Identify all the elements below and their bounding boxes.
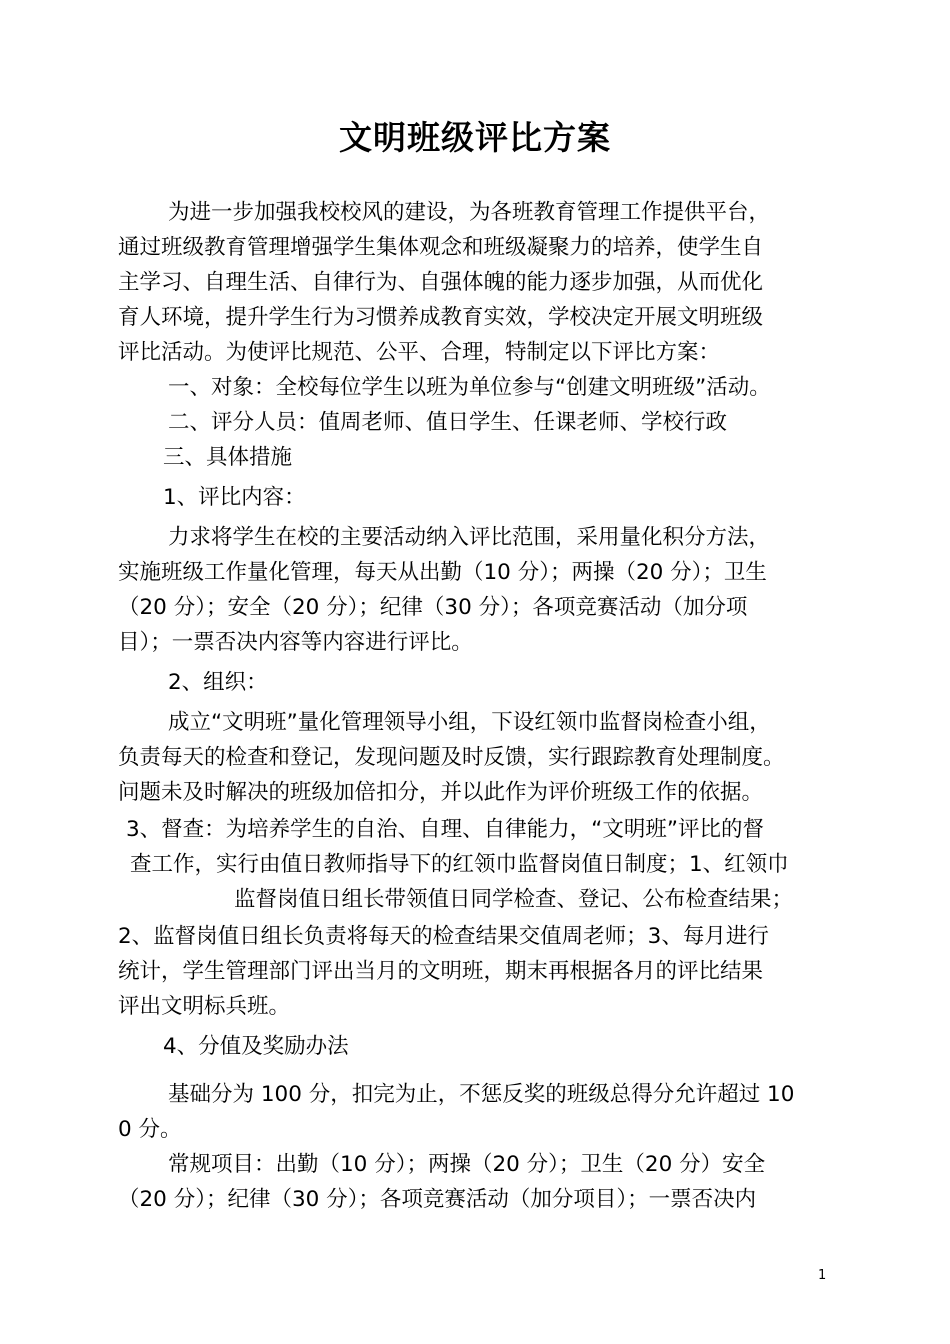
- text-line: 3、督查：为培养学生的自治、自理、自律能力，“文明班”评比的督: [126, 817, 764, 842]
- text-line: 监督岗值日组长带领值日同学检查、登记、公布检查结果；: [234, 887, 794, 912]
- text-line: 基础分为 100 分，扣完为止，不惩反奖的班级总得分允许超过 10: [168, 1082, 795, 1107]
- text-line: 成立“文明班”量化管理领导小组，下设红领巾监督岗检查小组，: [168, 710, 771, 735]
- text-line: 0 分。: [118, 1117, 182, 1142]
- text-line: 4、分值及奖励办法: [163, 1034, 349, 1059]
- text-line: 三、具体措施: [163, 445, 293, 470]
- text-line: 实施班级工作量化管理，每天从出勤（10 分）；两操（20 分）；卫生: [118, 560, 767, 585]
- text-line: 为进一步加强我校校风的建设，为各班教育管理工作提供平台，: [168, 200, 771, 225]
- text-line: 2、监督岗值日组长负责将每天的检查结果交值周老师；3、每月进行: [118, 924, 769, 949]
- text-line: 评比活动。为使评比规范、公平、合理，特制定以下评比方案：: [118, 340, 721, 365]
- text-line: 评出文明标兵班。: [118, 994, 291, 1019]
- text-line: 常规项目：出勤（10 分）；两操（20 分）；卫生（20 分）安全: [168, 1152, 766, 1177]
- text-line: （20 分）；安全（20 分）；纪律（30 分）；各项竞赛活动（加分项: [118, 595, 748, 620]
- text-line: 目）；一票否决内容等内容进行评比。: [118, 630, 473, 655]
- text-line: （20 分）；纪律（30 分）；各项竞赛活动（加分项目）；一票否决内: [118, 1187, 757, 1212]
- text-line: 通过班级教育管理增强学生集体观念和班级凝聚力的培养，使学生自: [118, 235, 764, 260]
- text-line: 二、评分人员：值周老师、值日学生、任课老师、学校行政: [168, 410, 728, 435]
- document-title: 文明班级评比方案: [339, 118, 611, 157]
- text-line: 问题未及时解决的班级加倍扣分，并以此作为评价班级工作的依据。: [118, 780, 764, 805]
- page-number: 1: [818, 1268, 827, 1283]
- text-line: 负责每天的检查和登记，发现问题及时反馈，实行跟踪教育处理制度。: [118, 745, 785, 770]
- text-line: 统计，学生管理部门评出当月的文明班，期末再根据各月的评比结果: [118, 959, 764, 984]
- text-line: 查工作，实行由值日教师指导下的红领巾监督岗值日制度；1、红领巾: [130, 852, 789, 877]
- text-line: 育人环境，提升学生行为习惯养成教育实效，学校决定开展文明班级: [118, 305, 764, 330]
- text-line: 力求将学生在校的主要活动纳入评比范围，采用量化积分方法，: [168, 525, 771, 550]
- text-line: 1、评比内容：: [163, 485, 306, 510]
- text-line: 主学习、自理生活、自律行为、自强体魄的能力逐步加强，从而优化: [118, 270, 764, 295]
- text-line: 2、组织：: [168, 670, 268, 695]
- text-line: 一、对象：全校每位学生以班为单位参与“创建文明班级”活动。: [168, 375, 771, 400]
